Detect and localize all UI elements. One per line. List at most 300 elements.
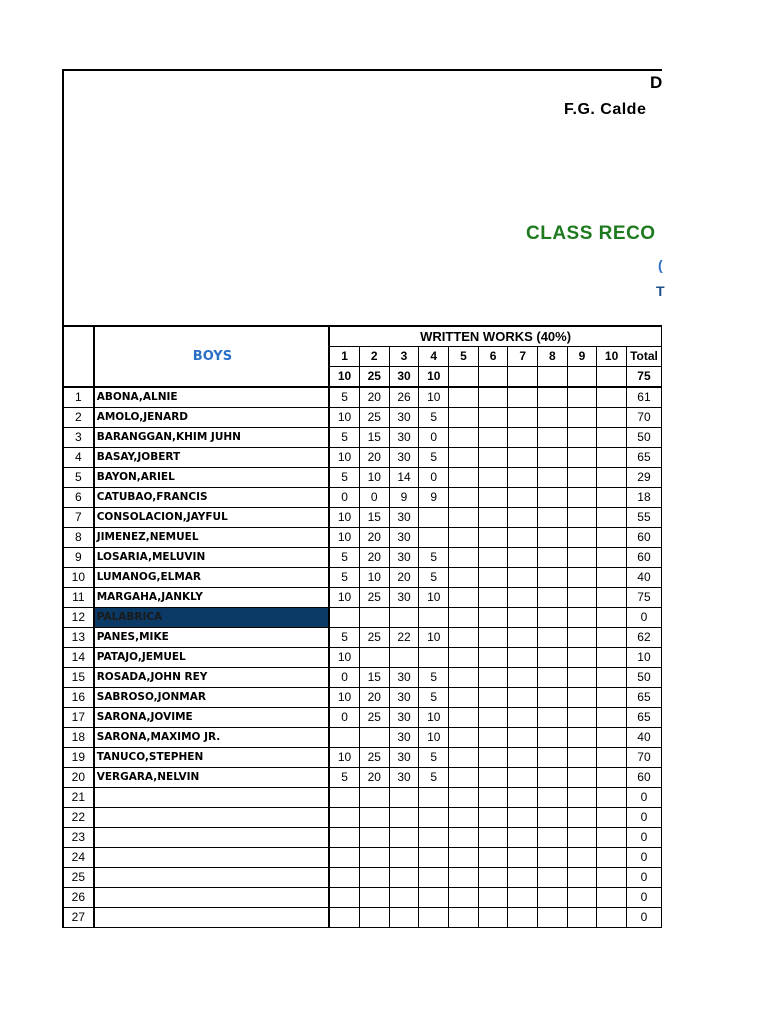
row-number: 27 bbox=[63, 908, 94, 928]
score-cell bbox=[329, 808, 359, 828]
score-cell bbox=[329, 828, 359, 848]
student-name: CONSOLACION,JAYFUL bbox=[94, 508, 329, 528]
score-cell bbox=[597, 908, 627, 928]
score-cell bbox=[567, 468, 597, 488]
total-cell: 29 bbox=[626, 468, 661, 488]
score-cell bbox=[389, 828, 419, 848]
score-cell: 0 bbox=[329, 708, 359, 728]
score-cell bbox=[419, 848, 449, 868]
highest-score-cell: 30 bbox=[389, 367, 419, 388]
column-number: 10 bbox=[597, 347, 627, 367]
table-row bbox=[63, 648, 662, 668]
score-cell bbox=[329, 908, 359, 928]
table-row bbox=[63, 888, 662, 908]
total-cell: 0 bbox=[626, 848, 661, 868]
row-number: 4 bbox=[63, 448, 94, 468]
score-cell: 30 bbox=[389, 528, 419, 548]
score-cell: 5 bbox=[419, 448, 449, 468]
score-cell bbox=[449, 668, 479, 688]
score-cell: 20 bbox=[359, 768, 389, 788]
score-cell: 25 bbox=[359, 588, 389, 608]
score-cell bbox=[567, 408, 597, 428]
score-cell bbox=[597, 888, 627, 908]
score-cell bbox=[389, 608, 419, 628]
score-cell bbox=[359, 608, 389, 628]
score-cell: 25 bbox=[359, 628, 389, 648]
score-cell bbox=[478, 408, 508, 428]
score-cell: 30 bbox=[389, 508, 419, 528]
score-cell bbox=[419, 788, 449, 808]
score-cell bbox=[478, 808, 508, 828]
score-cell: 0 bbox=[329, 488, 359, 508]
score-cell: 10 bbox=[419, 708, 449, 728]
score-cell: 10 bbox=[359, 568, 389, 588]
score-cell bbox=[567, 528, 597, 548]
score-cell: 22 bbox=[389, 628, 419, 648]
score-cell bbox=[478, 748, 508, 768]
score-cell bbox=[508, 688, 538, 708]
score-cell bbox=[478, 448, 508, 468]
score-cell bbox=[508, 468, 538, 488]
score-cell: 30 bbox=[389, 728, 419, 748]
student-name: ABONA,ALNIE bbox=[94, 387, 329, 408]
highest-total-cell: 75 bbox=[626, 367, 661, 388]
score-cell: 25 bbox=[359, 408, 389, 428]
score-cell bbox=[449, 468, 479, 488]
score-cell bbox=[597, 768, 627, 788]
score-cell bbox=[478, 788, 508, 808]
score-cell: 15 bbox=[359, 508, 389, 528]
score-cell bbox=[537, 728, 567, 748]
table-row bbox=[63, 768, 662, 788]
total-cell: 40 bbox=[626, 728, 661, 748]
score-cell bbox=[329, 848, 359, 868]
score-cell bbox=[597, 468, 627, 488]
row-number: 11 bbox=[63, 588, 94, 608]
student-name: BASAY,JOBERT bbox=[94, 448, 329, 468]
table-row bbox=[63, 468, 662, 488]
score-cell bbox=[537, 828, 567, 848]
score-cell bbox=[567, 808, 597, 828]
score-cell bbox=[359, 808, 389, 828]
score-cell: 30 bbox=[389, 688, 419, 708]
score-cell bbox=[597, 588, 627, 608]
column-number: 3 bbox=[389, 347, 419, 367]
row-number: 6 bbox=[63, 488, 94, 508]
score-cell bbox=[478, 548, 508, 568]
score-cell: 20 bbox=[359, 448, 389, 468]
score-cell: 20 bbox=[359, 688, 389, 708]
score-cell bbox=[597, 868, 627, 888]
score-cell bbox=[567, 508, 597, 528]
score-cell bbox=[449, 848, 479, 868]
total-cell: 65 bbox=[626, 448, 661, 468]
total-cell: 50 bbox=[626, 428, 661, 448]
score-cell bbox=[329, 868, 359, 888]
score-cell bbox=[508, 808, 538, 828]
score-cell bbox=[478, 387, 508, 408]
column-number: 5 bbox=[449, 347, 479, 367]
table-row bbox=[63, 448, 662, 468]
score-cell bbox=[508, 508, 538, 528]
total-column-header: Total bbox=[626, 347, 661, 367]
score-cell: 5 bbox=[419, 748, 449, 768]
score-cell bbox=[508, 428, 538, 448]
score-cell: 15 bbox=[359, 428, 389, 448]
score-cell bbox=[508, 748, 538, 768]
score-cell bbox=[359, 828, 389, 848]
score-cell bbox=[419, 888, 449, 908]
total-cell: 0 bbox=[626, 908, 661, 928]
score-cell bbox=[449, 908, 479, 928]
score-cell: 9 bbox=[419, 488, 449, 508]
total-cell: 0 bbox=[626, 808, 661, 828]
row-number: 1 bbox=[63, 387, 94, 408]
score-cell: 30 bbox=[389, 668, 419, 688]
table-row bbox=[63, 788, 662, 808]
score-cell bbox=[597, 668, 627, 688]
score-cell bbox=[478, 468, 508, 488]
score-cell: 0 bbox=[359, 488, 389, 508]
row-number: 21 bbox=[63, 788, 94, 808]
score-cell: 5 bbox=[329, 468, 359, 488]
score-cell bbox=[419, 808, 449, 828]
score-cell: 15 bbox=[359, 668, 389, 688]
score-cell bbox=[597, 488, 627, 508]
table-row bbox=[63, 808, 662, 828]
student-name bbox=[94, 888, 329, 908]
score-cell bbox=[508, 488, 538, 508]
score-cell: 10 bbox=[419, 588, 449, 608]
score-cell: 5 bbox=[329, 548, 359, 568]
report-header bbox=[62, 69, 665, 327]
student-name: LOSARIA,MELUVIN bbox=[94, 548, 329, 568]
score-cell: 9 bbox=[389, 488, 419, 508]
score-cell bbox=[329, 608, 359, 628]
student-name: AMOLO,JENARD bbox=[94, 408, 329, 428]
header-row-1 bbox=[63, 326, 662, 347]
table-row bbox=[63, 868, 662, 888]
column-number: 1 bbox=[329, 347, 359, 367]
row-number: 17 bbox=[63, 708, 94, 728]
table-row bbox=[63, 748, 662, 768]
student-name bbox=[94, 808, 329, 828]
score-cell bbox=[449, 808, 479, 828]
table-row bbox=[63, 628, 662, 648]
score-cell bbox=[567, 788, 597, 808]
total-cell: 50 bbox=[626, 668, 661, 688]
student-name bbox=[94, 828, 329, 848]
table-row bbox=[63, 608, 662, 628]
score-cell bbox=[449, 568, 479, 588]
total-cell: 60 bbox=[626, 528, 661, 548]
score-cell bbox=[389, 648, 419, 668]
score-cell bbox=[597, 788, 627, 808]
row-number: 25 bbox=[63, 868, 94, 888]
score-cell bbox=[597, 548, 627, 568]
score-cell bbox=[419, 648, 449, 668]
score-cell bbox=[449, 548, 479, 568]
score-cell bbox=[508, 568, 538, 588]
score-cell bbox=[478, 568, 508, 588]
highest-score-cell bbox=[537, 367, 567, 388]
score-cell: 10 bbox=[329, 588, 359, 608]
score-cell bbox=[478, 668, 508, 688]
score-cell: 5 bbox=[329, 387, 359, 408]
score-cell: 30 bbox=[389, 548, 419, 568]
header-subtext-2: T bbox=[656, 283, 665, 299]
score-cell: 0 bbox=[329, 668, 359, 688]
highest-score-cell: 10 bbox=[419, 367, 449, 388]
student-name bbox=[94, 868, 329, 888]
score-cell bbox=[597, 688, 627, 708]
score-cell: 30 bbox=[389, 588, 419, 608]
score-cell bbox=[359, 788, 389, 808]
score-cell bbox=[449, 748, 479, 768]
score-cell bbox=[537, 668, 567, 688]
score-cell bbox=[449, 868, 479, 888]
score-cell: 5 bbox=[419, 668, 449, 688]
score-cell: 10 bbox=[329, 648, 359, 668]
score-cell bbox=[567, 588, 597, 608]
score-cell bbox=[567, 568, 597, 588]
row-number: 2 bbox=[63, 408, 94, 428]
score-cell bbox=[597, 628, 627, 648]
score-cell bbox=[329, 788, 359, 808]
score-cell bbox=[537, 748, 567, 768]
score-cell bbox=[567, 428, 597, 448]
score-cell bbox=[478, 768, 508, 788]
score-cell bbox=[597, 508, 627, 528]
score-cell bbox=[508, 588, 538, 608]
boys-header: BOYS bbox=[94, 326, 329, 387]
score-cell bbox=[478, 528, 508, 548]
score-cell bbox=[567, 768, 597, 788]
score-cell bbox=[389, 808, 419, 828]
score-cell bbox=[508, 828, 538, 848]
table-row bbox=[63, 828, 662, 848]
score-cell bbox=[567, 688, 597, 708]
score-cell bbox=[508, 548, 538, 568]
grades-table bbox=[62, 325, 662, 928]
total-cell: 62 bbox=[626, 628, 661, 648]
score-cell: 10 bbox=[359, 468, 389, 488]
student-name: SARONA,JOVIME bbox=[94, 708, 329, 728]
score-cell bbox=[537, 588, 567, 608]
header-subtext-1: ( bbox=[658, 257, 663, 273]
score-cell bbox=[508, 868, 538, 888]
number-header bbox=[63, 326, 94, 387]
student-name: BAYON,ARIEL bbox=[94, 468, 329, 488]
score-cell bbox=[597, 708, 627, 728]
score-cell: 20 bbox=[359, 548, 389, 568]
score-cell: 5 bbox=[419, 568, 449, 588]
score-cell: 20 bbox=[389, 568, 419, 588]
highest-score-cell bbox=[449, 367, 479, 388]
score-cell bbox=[567, 648, 597, 668]
score-cell bbox=[567, 548, 597, 568]
score-cell bbox=[478, 628, 508, 648]
column-number: 6 bbox=[478, 347, 508, 367]
table-row bbox=[63, 528, 662, 548]
score-cell bbox=[537, 868, 567, 888]
score-cell bbox=[537, 387, 567, 408]
score-cell bbox=[567, 748, 597, 768]
score-cell bbox=[508, 528, 538, 548]
score-cell: 0 bbox=[419, 468, 449, 488]
score-cell bbox=[449, 768, 479, 788]
score-cell: 5 bbox=[419, 548, 449, 568]
score-cell bbox=[508, 608, 538, 628]
score-cell bbox=[537, 608, 567, 628]
score-cell bbox=[597, 808, 627, 828]
row-number: 18 bbox=[63, 728, 94, 748]
score-cell bbox=[508, 888, 538, 908]
student-name: PANES,MIKE bbox=[94, 628, 329, 648]
score-cell bbox=[567, 868, 597, 888]
column-number: 7 bbox=[508, 347, 538, 367]
score-cell: 10 bbox=[329, 448, 359, 468]
score-cell bbox=[567, 708, 597, 728]
class-record-title: CLASS RECO bbox=[526, 223, 656, 244]
score-cell bbox=[478, 868, 508, 888]
score-cell bbox=[537, 768, 567, 788]
score-cell bbox=[508, 788, 538, 808]
total-cell: 60 bbox=[626, 548, 661, 568]
score-cell: 14 bbox=[389, 468, 419, 488]
row-number: 7 bbox=[63, 508, 94, 528]
table-row bbox=[63, 588, 662, 608]
score-cell bbox=[449, 608, 479, 628]
score-cell bbox=[389, 788, 419, 808]
score-cell bbox=[508, 908, 538, 928]
score-cell bbox=[597, 568, 627, 588]
score-cell bbox=[597, 848, 627, 868]
row-number: 24 bbox=[63, 848, 94, 868]
score-cell bbox=[537, 408, 567, 428]
score-cell: 5 bbox=[329, 768, 359, 788]
student-name: VERGARA,NELVIN bbox=[94, 768, 329, 788]
score-cell bbox=[508, 848, 538, 868]
score-cell bbox=[359, 868, 389, 888]
student-name bbox=[94, 848, 329, 868]
score-cell bbox=[537, 848, 567, 868]
score-cell bbox=[537, 528, 567, 548]
score-cell bbox=[419, 508, 449, 528]
highest-score-cell bbox=[478, 367, 508, 388]
table-row bbox=[63, 688, 662, 708]
score-cell bbox=[329, 728, 359, 748]
table-row bbox=[63, 488, 662, 508]
score-cell bbox=[449, 387, 479, 408]
score-cell: 10 bbox=[419, 728, 449, 748]
score-cell bbox=[508, 448, 538, 468]
score-cell bbox=[508, 668, 538, 688]
score-cell bbox=[389, 908, 419, 928]
score-cell bbox=[478, 648, 508, 668]
table-row bbox=[63, 708, 662, 728]
total-cell: 0 bbox=[626, 888, 661, 908]
score-cell bbox=[449, 788, 479, 808]
total-cell: 60 bbox=[626, 768, 661, 788]
score-cell: 30 bbox=[389, 748, 419, 768]
score-cell bbox=[567, 848, 597, 868]
score-cell bbox=[537, 508, 567, 528]
total-cell: 18 bbox=[626, 488, 661, 508]
score-cell bbox=[508, 708, 538, 728]
total-cell: 55 bbox=[626, 508, 661, 528]
score-cell bbox=[597, 408, 627, 428]
score-cell bbox=[449, 728, 479, 748]
score-cell bbox=[449, 428, 479, 448]
score-cell bbox=[478, 728, 508, 748]
student-name: TANUCO,STEPHEN bbox=[94, 748, 329, 768]
score-cell: 0 bbox=[419, 428, 449, 448]
score-cell: 5 bbox=[329, 628, 359, 648]
score-cell bbox=[419, 908, 449, 928]
score-cell bbox=[567, 608, 597, 628]
column-number: 2 bbox=[359, 347, 389, 367]
score-cell bbox=[449, 528, 479, 548]
table-row bbox=[63, 408, 662, 428]
total-cell: 0 bbox=[626, 788, 661, 808]
score-cell: 5 bbox=[329, 428, 359, 448]
score-cell: 20 bbox=[359, 528, 389, 548]
score-cell: 30 bbox=[389, 768, 419, 788]
score-cell bbox=[537, 908, 567, 928]
row-number: 9 bbox=[63, 548, 94, 568]
written-works-header: WRITTEN WORKS (40%) bbox=[329, 326, 661, 347]
column-number: 9 bbox=[567, 347, 597, 367]
score-cell bbox=[478, 428, 508, 448]
score-cell bbox=[567, 908, 597, 928]
row-number: 15 bbox=[63, 668, 94, 688]
row-number: 12 bbox=[63, 608, 94, 628]
row-number: 23 bbox=[63, 828, 94, 848]
score-cell bbox=[567, 828, 597, 848]
score-cell bbox=[359, 648, 389, 668]
score-cell: 26 bbox=[389, 387, 419, 408]
table-row bbox=[63, 668, 662, 688]
total-cell: 70 bbox=[626, 748, 661, 768]
score-cell bbox=[449, 448, 479, 468]
score-cell bbox=[508, 628, 538, 648]
row-number: 3 bbox=[63, 428, 94, 448]
score-cell bbox=[537, 468, 567, 488]
row-number: 26 bbox=[63, 888, 94, 908]
student-name bbox=[94, 788, 329, 808]
score-cell bbox=[449, 408, 479, 428]
school-name: F.G. Calde bbox=[564, 101, 647, 118]
score-cell bbox=[478, 908, 508, 928]
row-number: 8 bbox=[63, 528, 94, 548]
score-cell bbox=[537, 688, 567, 708]
total-cell: 0 bbox=[626, 868, 661, 888]
score-cell bbox=[537, 448, 567, 468]
student-name: SABROSO,JONMAR bbox=[94, 688, 329, 708]
score-cell: 10 bbox=[329, 508, 359, 528]
score-cell bbox=[567, 728, 597, 748]
total-cell: 65 bbox=[626, 708, 661, 728]
student-name: BARANGGAN,KHIM JUHN bbox=[94, 428, 329, 448]
score-cell: 25 bbox=[359, 708, 389, 728]
score-cell: 25 bbox=[359, 748, 389, 768]
student-name bbox=[94, 908, 329, 928]
score-cell bbox=[567, 628, 597, 648]
score-cell bbox=[419, 608, 449, 628]
score-cell bbox=[478, 848, 508, 868]
table-row bbox=[63, 548, 662, 568]
